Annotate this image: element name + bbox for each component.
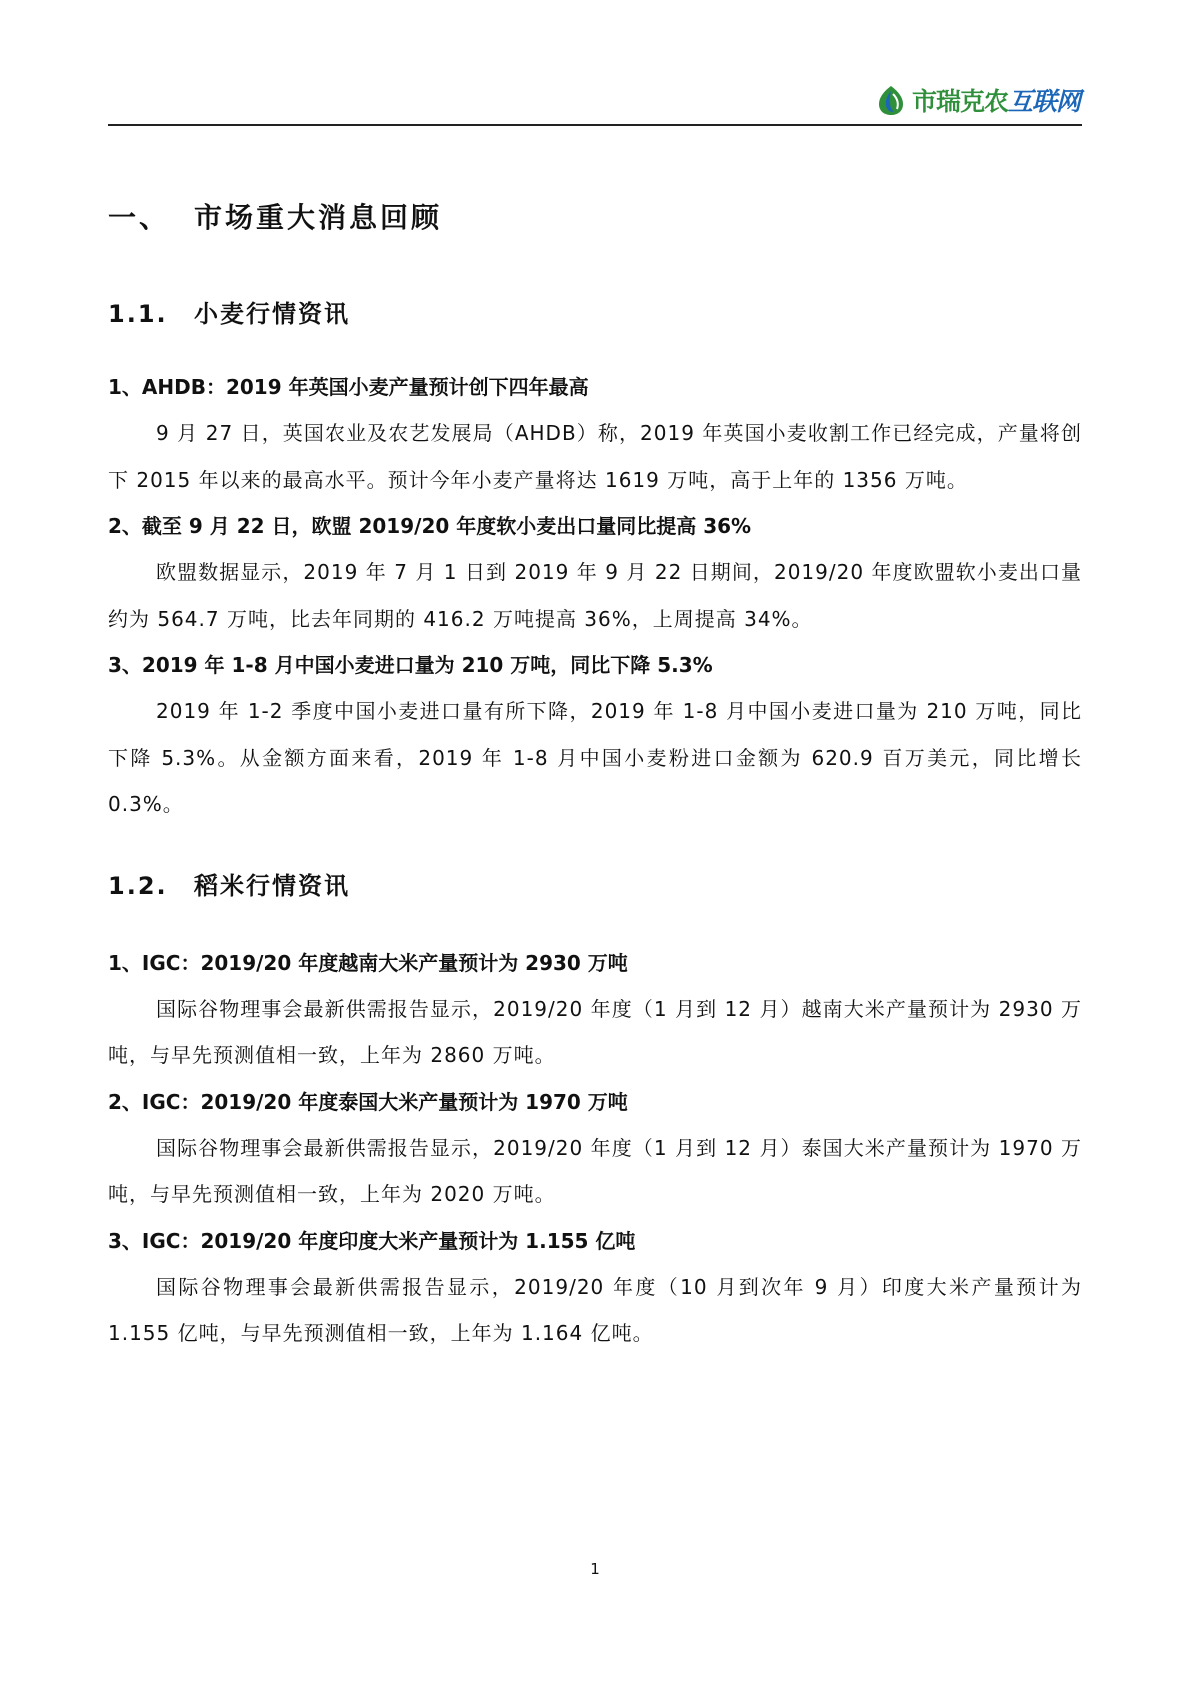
- section-number: 一、: [108, 201, 171, 234]
- news-item-title: 2、IGC：2019/20 年度泰国大米产量预计为 1970 万吨: [108, 1089, 628, 1114]
- subsection-title: 小麦行情资讯: [194, 300, 350, 328]
- news-item-text: 9 月 27 日，英国农业及农艺发展局（AHDB）称，2019 年英国小麦收割工作已经完成，产量将创下 2015 年以来的最高水平。预计今年小麦产量将达 1619 万吨，高于上年的 1356 万吨。: [108, 421, 1082, 492]
- document-body: [108, 190, 1082, 1357]
- news-item-title: 3、2019 年 1-8 月中国小麦进口量为 210 万吨，同比下降 5.3%: [108, 653, 713, 677]
- news-item-title: 2、截至 9 月 22 日，欧盟 2019/20 年度软小麦出口量同比提高 36%: [108, 514, 752, 538]
- news-item-text: 国际谷物理事会最新供需报告显示，2019/20 年度（1 月到 12 月）泰国大米产量预计为 1970 万吨，与早先预测值相一致，上年为 2020 万吨。: [108, 1135, 1082, 1206]
- news-item-text: 2019 年 1-2 季度中国小麦进口量有所下降，2019 年 1-8 月中国小麦进口量为 210 万吨，同比下降 5.3%。从金额方面来看，2019 年 1-8 月中国小麦粉进口金额为 620.9 百万美元，同比增长 0.3%。: [108, 699, 1082, 816]
- brand-name: 市瑞克农互联网: [911, 87, 1080, 116]
- news-item-text: 国际谷物理事会最新供需报告显示，2019/20 年度（10 月到次年 9 月）印度大米产量预计为 1.155 亿吨，与早先预测值相一致，上年为 1.164 亿吨。: [108, 1274, 1082, 1345]
- page-header: [108, 78, 1082, 126]
- section-heading: [108, 190, 1082, 246]
- news-item-text: 国际谷物理事会最新供需报告显示，2019/20 年度（1 月到 12 月）越南大米产量预计为 2930 万吨，与早先预测值相一致，上年为 2860 万吨。: [108, 996, 1082, 1067]
- news-item-title: 1、IGC：2019/20 年度越南大米产量预计为 2930 万吨: [108, 950, 628, 975]
- news-item-title: 3、IGC：2019/20 年度印度大米产量预计为 1.155 亿吨: [108, 1228, 636, 1253]
- news-item-title: 1、AHDB：2019 年英国小麦产量预计创下四年最高: [108, 375, 589, 399]
- page-number: 1: [590, 1560, 600, 1578]
- subsection-heading-wheat: [108, 294, 1082, 334]
- subsection-title: 稻米行情资讯: [194, 871, 350, 900]
- subsection-number: 1.2.: [108, 871, 168, 900]
- section-title: 市场重大消息回顾: [194, 201, 443, 234]
- news-item-text: 欧盟数据显示，2019 年 7 月 1 日到 2019 年 9 月 22 日期间，2019/20 年度欧盟软小麦出口量约为 564.7 万吨，比去年同期的 416.2 万吨提高 36%，上周提高 34%。: [108, 560, 1082, 631]
- brand-logo: [874, 84, 1080, 116]
- leaf-drop-icon: [874, 84, 908, 116]
- subsection-number: 1.1.: [108, 300, 168, 328]
- subsection-heading-rice: [108, 866, 1082, 906]
